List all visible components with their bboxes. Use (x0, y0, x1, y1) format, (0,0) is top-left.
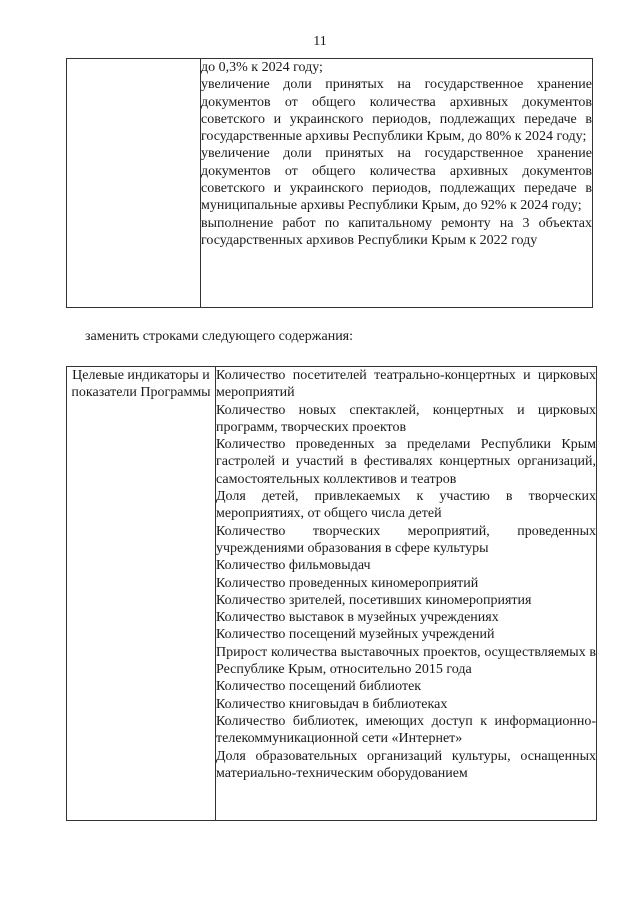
indicator-entry: до 0,3% к 2024 году; (201, 60, 323, 75)
indicator-entry: Количество проведенных киномероприятий (216, 575, 479, 591)
table-row (67, 367, 597, 821)
continuation-table (66, 58, 593, 308)
indicator-entry: увеличение доли принятых на государственное хранение документов от общего количества архивных документов советского и украинского периодов, подлежащих передаче в государственные архивы Республики Крым, до 80% к 2024 году; (201, 77, 592, 145)
table-row (67, 59, 593, 308)
indicator-entry: Прирост количества выставочных проектов, осуществляемых в Республике Крым, относительно 2015 года (216, 644, 596, 678)
indicator-entry: Доля образовательных организаций культуры, оснащенных материально-техническим оборудованием (216, 748, 596, 781)
indicator-content-cell (201, 59, 593, 308)
indicator-label-cell: Целевые индикаторы и показатели Программы (67, 367, 216, 821)
indicator-entry: выполнение работ по капитальному ремонту на 3 объектах государственных архивов Республики Крым к 2022 году (201, 215, 592, 248)
indicator-entry: Количество новых спектаклей, концертных и цирковых программ, творческих проектов (216, 402, 596, 435)
indicator-entry: Количество фильмовыдач (216, 558, 371, 574)
replacement-intro-text: заменить строками следующего содержания: (85, 329, 354, 344)
indicator-entry: Количество библиотек, имеющих доступ к информационно-телекоммуникационной сети «Интернет» (216, 713, 596, 747)
page-number: 11 (313, 34, 327, 49)
indicator-label-cell (67, 59, 201, 308)
indicator-entry: Доля детей, привлекаемых к участию в творческих мероприятиях, от общего числа детей (216, 489, 596, 522)
indicator-content-cell (216, 367, 597, 821)
indicator-entry: Количество проведенных за пределами Республики Крым гастролей и участий в фестивалях концертных организаций, самостоятельных коллективов и театров (216, 437, 596, 487)
indicator-entry: Количество книговыдач в библиотеках (216, 696, 448, 712)
indicator-entry: Количество посетителей театрально-концертных и цирковых мероприятий (216, 368, 596, 401)
replacement-table (66, 366, 597, 821)
indicator-entry: Количество творческих мероприятий, проведенных учреждениями образования в сфере культуры (216, 523, 596, 556)
indicator-entry: Количество зрителей, посетивших киномероприятия (216, 592, 532, 608)
indicator-entry: Количество посещений библиотек (216, 679, 422, 695)
indicator-entry: увеличение доли принятых на государственное хранение документов от общего количества архивных документов советского и украинского периодов, подлежащих передаче в муниципальные архивы Республики Крым, до 92% к 2024 году; (201, 146, 592, 214)
indicator-entry: Количество посещений музейных учреждений (216, 627, 495, 643)
indicator-entry: Количество выставок в музейных учреждениях (216, 610, 499, 626)
